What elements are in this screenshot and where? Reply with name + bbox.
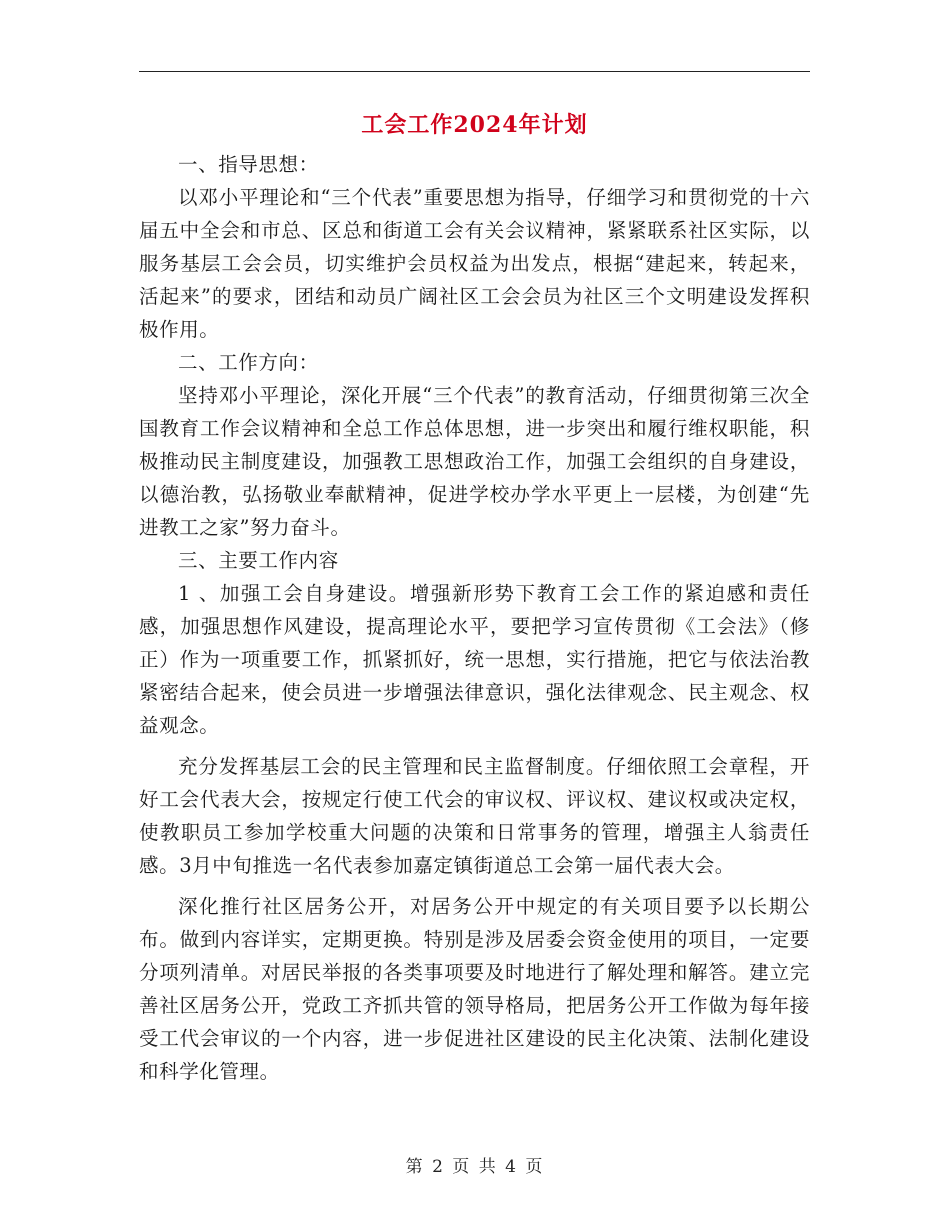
section-heading-3: 三、主要工作内容 (178, 549, 339, 572)
paragraph: 深化推行社区居务公开，对居务公开中规定的有关项目要予以长期公布。做到内容详实，定期更换。特别是涉及居委会资金使用的项目，一定要分项列清单。对居民举报的各类事项要及时地进行了解处理和解答。建立完善社区居务公开，党政工齐抓共管的领导格局，把居务公开工作做为每年接受工代会审议的一个内容，进一步促进社区建设的民主化决策、法制化建设和科学化管理。 (139, 895, 810, 1083)
section-heading-1: 一、指导思想： (178, 153, 319, 176)
paragraph: 1 、加强工会自身建设。增强新形势下教育工会工作的紧迫感和责任感，加强思想作风建设，提高理论水平，要把学习宣传贯彻《工会法》（修正）作为一项重要工作，抓紧抓好，统一思想，实行措施，把它与依法治教紧密结合起来，使会员进一步增强法律意识，强化法律观念、民主观念、权益观念。 (139, 582, 810, 737)
document-title: 工会工作2024年计划 (361, 112, 588, 138)
header-rule (139, 71, 810, 72)
paragraph: 坚持邓小平理论，深化开展“三个代表”的教育活动，仔细贯彻第三次全国教育工作会议精神和全总工作总体思想，进一步突出和履行维权职能，积极推动民主制度建设，加强教工思想政治工作，加强工会组织的自身建设，以德治教，弘扬敬业奉献精神，促进学校办学水平更上一层楼，为创建“先进教工之家”努力奋斗。 (139, 384, 810, 539)
paragraph: 以邓小平理论和“三个代表”重要思想为指导，仔细学习和贯彻党的十六届五中全会和市总、区总和街道工会有关会议精神，紧紧联系社区实际，以服务基层工会会员，切实维护会员权益为出发点，根据“建起来，转起来，活起来”的要求，团结和动员广阔社区工会会员为社区三个文明建设发挥积极作用。 (139, 186, 810, 341)
page-number: 第 2 页 共 4 页 (405, 1157, 545, 1177)
document-body (139, 148, 810, 1088)
section-heading-2: 二、工作方向： (178, 351, 319, 374)
paragraph: 充分发挥基层工会的民主管理和民主监督制度。仔细依照工会章程，开好工会代表大会，按规定行使工代会的审议权、评议权、建议权或决定权，使教职员工参加学校重大问题的决策和日常事务的管理，增强主人翁责任感。3月中旬推选一名代表参加嘉定镇街道总工会第一届代表大会。 (139, 755, 810, 877)
